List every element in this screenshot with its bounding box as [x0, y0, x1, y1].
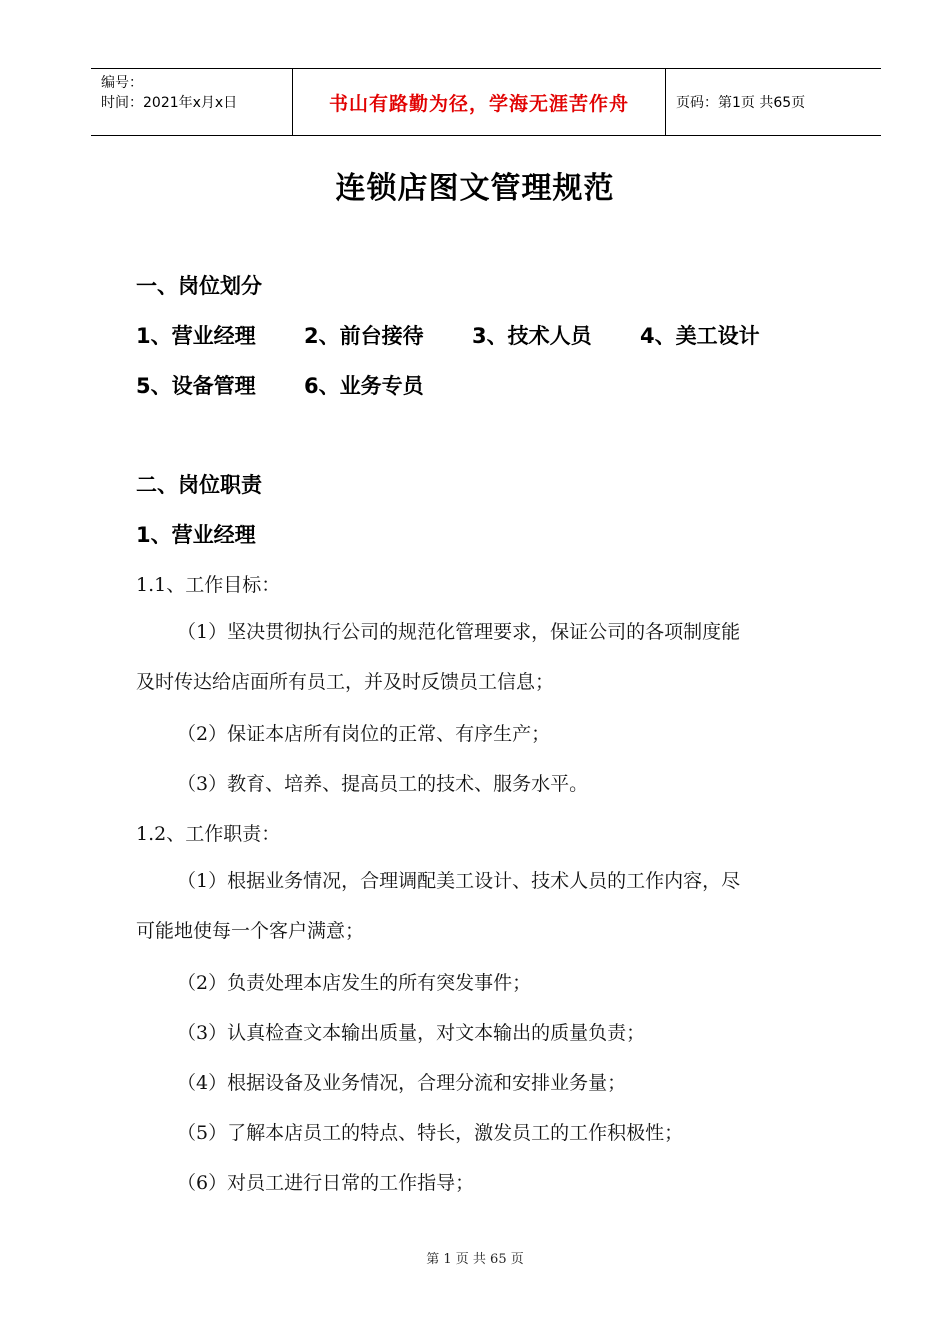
document-title: 连锁店图文管理规范 — [335, 171, 615, 206]
duty-item-line: 可能地使每一个客户满意； — [136, 920, 365, 942]
goal-item: （3）教育、培养、提高员工的技术、服务水平。 — [177, 773, 589, 795]
header-page-cell — [666, 69, 881, 135]
goal-item: （2）保证本店所有岗位的正常、有序生产； — [177, 723, 551, 745]
page-header — [91, 68, 881, 136]
role-item: 3、技术人员 — [472, 324, 592, 348]
duty-item: （2）负责处理本店发生的所有突发事件； — [177, 972, 532, 994]
duty-item: （4）根据设备及业务情况，合理分流和安排业务量； — [177, 1072, 627, 1094]
header-motto-cell — [293, 69, 666, 135]
duty-heading: 1.2、工作职责： — [136, 823, 281, 845]
duty-item — [136, 856, 836, 956]
role-item: 4、美工设计 — [640, 324, 760, 348]
section-heading-positions: 一、岗位划分 — [136, 274, 262, 298]
role-item: 6、业务专员 — [304, 374, 424, 398]
goal-item-line: （1）坚决贯彻执行公司的规范化管理要求，保证公司的各项制度能 — [177, 621, 741, 643]
serial-label: 编号： — [101, 75, 143, 91]
goal-item — [136, 607, 836, 707]
duty-item: （5）了解本店员工的特点、特长，激发员工的工作积极性； — [177, 1122, 684, 1144]
subsection-heading: 1、营业经理 — [136, 523, 256, 547]
duty-item: （6）对员工进行日常的工作指导； — [177, 1172, 475, 1194]
page-footer: 第 1 页 共 65 页 — [426, 1252, 524, 1267]
role-item: 2、前台接待 — [304, 324, 424, 348]
roles-row-1 — [136, 320, 808, 350]
page-label: 页码：第1页 共65页 — [676, 95, 806, 111]
header-meta-cell — [91, 69, 293, 135]
role-item: 1、营业经理 — [136, 324, 256, 348]
time-label: 时间：2021年x月x日 — [101, 95, 238, 111]
goal-item-line: 及时传达给店面所有员工，并及时反馈员工信息； — [136, 671, 555, 693]
goal-heading: 1.1、工作目标： — [136, 574, 281, 596]
section-heading-duties: 二、岗位职责 — [136, 473, 262, 497]
duty-item-line: （1）根据业务情况，合理调配美工设计、技术人员的工作内容，尽 — [177, 870, 741, 892]
motto: 书山有路勤为径，学海无涯苦作舟 — [328, 92, 629, 115]
duty-item: （3）认真检查文本输出质量，对文本输出的质量负责； — [177, 1022, 646, 1044]
role-item: 5、设备管理 — [136, 374, 256, 398]
roles-row-2 — [136, 370, 472, 400]
